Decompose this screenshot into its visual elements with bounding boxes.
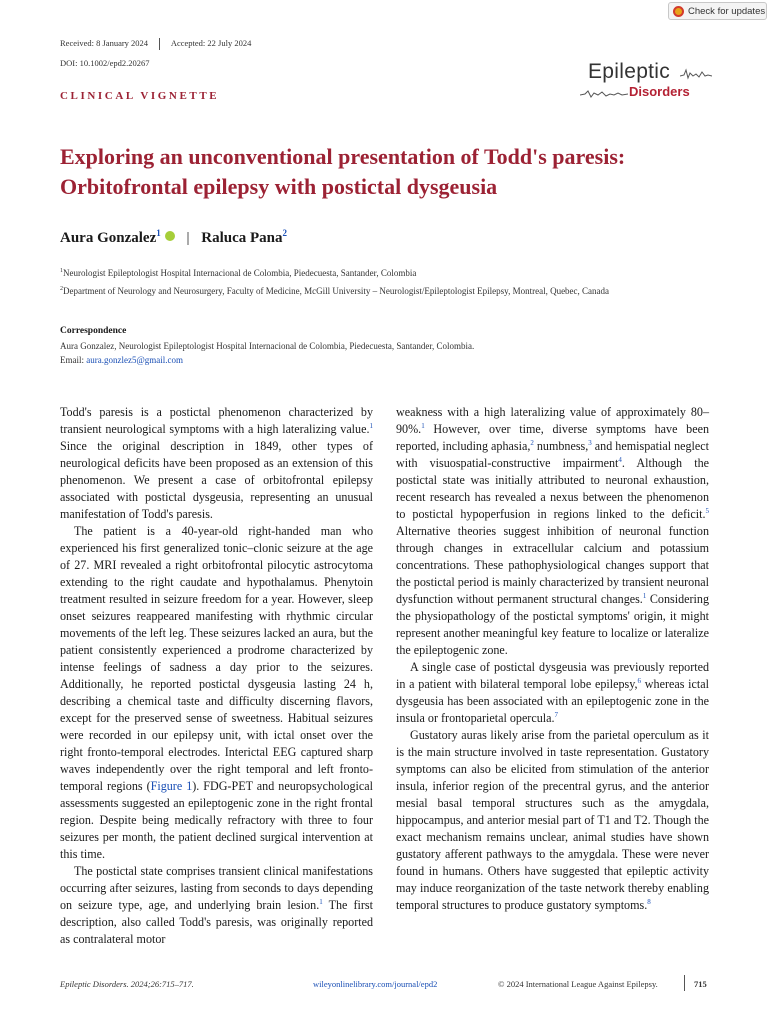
article-title: Exploring an unconventional presentation of Todd's paresis: Orbitofrontal epilepsy with postictal dysgeusia: [60, 144, 626, 199]
author-separator: |: [186, 230, 190, 246]
paragraph-text: Since the original description in 1849, other types of neurological deficits have been proposed as an extension of this phenomenon. We present a case of orbitofrontal epilepsy associated with postictal dysgeusia, representing an unusual manifestation of Todd's paresis.: [60, 439, 373, 521]
affiliation-number: 2: [60, 286, 63, 292]
correspondence-address: Aura Gonzalez, Neurologist Epileptologist Hospital Internacional de Colombia, Piedecuesta, Santander, Colombia.: [60, 341, 475, 351]
reference-citation[interactable]: 7: [554, 710, 559, 719]
reference-citation[interactable]: 2: [530, 438, 534, 447]
paragraph-text: The patient is a 40-year-old right-handed man who experienced his first generalized tonic–clonic seizure at the age of 27. MRI revealed a right orbitofrontal pilocytic astrocytoma extending to the right caudate and hypothalamus. Phenytoin treatment resulted in seizure freedom for a year. However, sleep onset seizures reappeared manifesting with rhythmic circular movements of the left leg. These seizures lacked an aura, but the patient consistently experienced a prodrome characterized by intense feelings of sadness a day prior to the seizures. Additionally, he reported postictal dysgeusia lasting 24 h, describing a chemical taste and difficulty discerning flavors, except for the preserved sense of sweetness. Habitual seizures were recorded in our epilepsy unit, with ictal onset over the right fronto-temporal electrodes. Interictal EEG captured sharp waves independently over the right temporal and left fronto-temporal regions (: [60, 524, 373, 793]
check-for-updates-label: Check for updates: [688, 5, 766, 17]
figure-link[interactable]: Figure 1: [150, 779, 193, 793]
author-list: [60, 228, 287, 247]
copyright: © 2024 International League Against Epilepsy.: [498, 979, 658, 989]
paragraph-text: weakness with a high lateralizing value of approximately 80–90%.: [396, 405, 709, 436]
paragraph-text: Todd's paresis is a postictal phenomenon characterized by transient neurological symptoms with a high lateralizing value.: [60, 405, 373, 436]
footer-divider: [684, 975, 685, 991]
paragraph-text: The first description, also called Todd's paresis, was originally reported as contralateral motor: [60, 898, 373, 946]
reference-citation[interactable]: 1: [369, 421, 373, 430]
journal-url-link[interactable]: wileyonlinelibrary.com/journal/epd2: [313, 979, 438, 989]
orcid-icon[interactable]: [165, 231, 175, 241]
paragraph-text: . Although the postictal state was initially attributed to neuronal exhaustion, recent research has revealed a nexus between the phenomenon to postictal hypoperfusion in regions linked to the deficit.: [396, 456, 709, 521]
paragraph-text: A single case of postictal dysgeusia was previously reported in a patient with bilateral temporal lobe epilepsy,: [396, 660, 709, 691]
reference-citation[interactable]: 3: [588, 438, 592, 447]
affiliation-text: Department of Neurology and Neurosurgery, Faculty of Medicine, McGill University – Neurologist/Epileptologist Epilepsy, Montreal, Quebec, Canada: [63, 286, 610, 296]
affiliation-number: 1: [60, 268, 63, 274]
date-divider: [159, 38, 160, 50]
accepted-date: Accepted: 22 July 2024: [170, 38, 252, 48]
journal-logo-epileptic: Epileptic: [588, 60, 671, 83]
body-paragraph: [60, 404, 373, 523]
article-dates: [60, 38, 251, 50]
correspondence-heading: Correspondence: [60, 326, 127, 336]
correspondence-email-line: [60, 355, 183, 365]
page-number: 715: [694, 979, 707, 989]
reference-citation[interactable]: 4: [618, 455, 622, 464]
affiliation-marker[interactable]: 1: [156, 228, 161, 238]
journal-logo-disorders: Disorders: [629, 84, 690, 99]
reference-citation[interactable]: 6: [637, 676, 642, 685]
affiliation-marker[interactable]: 2: [282, 228, 288, 238]
paragraph-text: numbness,: [533, 439, 589, 453]
body-paragraph: [396, 727, 709, 914]
paragraph-text: Considering the physiopathology of the postictal symptoms' origin, it might represent another meaningful key feature to localize or lateralize the epileptogenic zone.: [396, 592, 709, 657]
eeg-wave-icon: [680, 66, 712, 82]
affiliation: [60, 282, 710, 298]
paragraph-text: ). FDG-PET and neuropsychological assessments suggested an epileptogenic zone in the right frontal region. Despite being medically refractory with three to four seizures per month, the patient declined surgical intervention at this time.: [60, 779, 373, 861]
paragraph-text: The postictal state comprises transient clinical manifestations occurring after seizures, lasting from seconds to days depending on seizure type, age, and underlying brain lesion.: [60, 864, 373, 912]
reference-citation[interactable]: 1: [421, 421, 425, 430]
reference-citation[interactable]: 5: [705, 506, 709, 515]
paragraph-text: Alternative theories suggest inhibition of neuronal function through changes in extracellular calcium and potassium concentrations. These pathophysiological changes support that the postictal period is mainly characterized by transient neuronal dysfunction without permanent structural changes.: [396, 524, 709, 606]
journal-citation: Epileptic Disorders. 2024;26:715–717.: [60, 979, 194, 989]
body-column-right: [396, 404, 709, 914]
paragraph-text: Gustatory auras likely arise from the parietal operculum as it is the main structure involved in taste representation. Gustatory symptoms can also be elicited from stimulation of the anterior insula, inferior region of the precentral gyrus, and the anterior mesial basal temporal structures such as the amygdala, hippocampus, and anterior mesial part of T1 and T2. Though the exact mechanism remains unclear, animal studies have shown gustatory afferent pathways to the amygdala. These were never found in humans. Others have suggested that epileptic activity may induce reorganization of the taste network thereby enabling temporal structures to produce gustatory symptoms.: [396, 728, 709, 912]
received-date: Received: 8 January 2024: [60, 38, 149, 48]
body-column-left: [60, 404, 373, 948]
email-link[interactable]: aura.gonzlez5@gmail.com: [86, 355, 183, 365]
paragraph-text: whereas ictal dysgeusia has been associated with an epileptogenic zone in the insula or frontoparietal opercula.: [396, 677, 710, 725]
affiliation-text: Neurologist Epileptologist Hospital Internacional de Colombia, Piedecuesta, Santander, Colombia: [63, 268, 417, 278]
paragraph-text: and hemispatial neglect with visuospatial-constructive impairment: [396, 439, 709, 470]
eeg-wave-icon: [580, 88, 628, 100]
check-for-updates-badge[interactable]: [668, 2, 767, 20]
reference-citation[interactable]: 1: [642, 591, 647, 600]
crossmark-icon: [673, 6, 684, 17]
body-paragraph: [60, 863, 373, 948]
email-label: Email:: [60, 355, 87, 365]
paragraph-text: However, over time, diverse symptoms have been reported, including aphasia,: [396, 422, 709, 453]
article-type-label: CLINICAL VIGNETTE: [60, 90, 220, 102]
affiliation: [60, 264, 710, 280]
doi[interactable]: DOI: 10.1002/epd2.20267: [60, 58, 150, 68]
author-name[interactable]: Aura Gonzalez: [60, 230, 157, 246]
author-name[interactable]: Raluca Pana: [201, 230, 283, 246]
reference-citation[interactable]: 8: [647, 897, 651, 906]
reference-citation[interactable]: 1: [319, 897, 323, 906]
body-paragraph: [396, 659, 709, 727]
body-paragraph: [60, 523, 373, 863]
body-paragraph: [396, 404, 709, 659]
